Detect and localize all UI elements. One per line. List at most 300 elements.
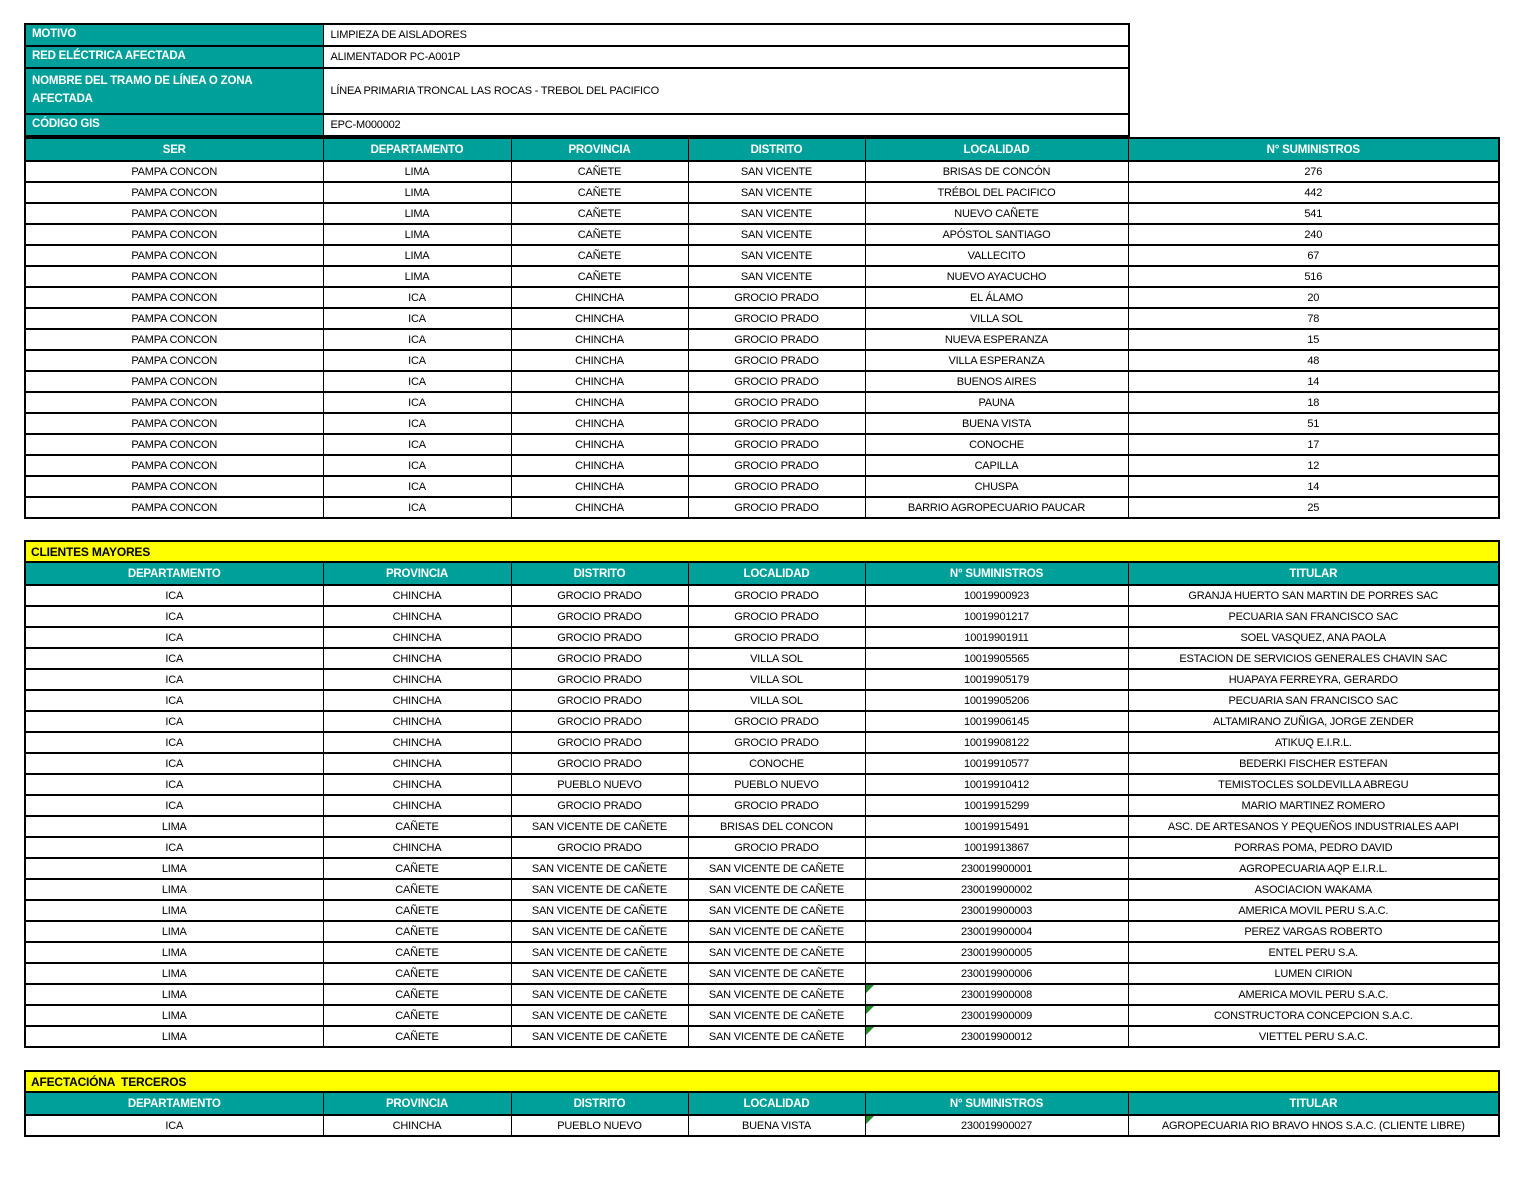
cell-provincia[interactable] [511, 476, 688, 497]
cell-localidad[interactable] [865, 161, 1128, 182]
cell-ser[interactable] [25, 182, 323, 203]
cell-distrito[interactable] [688, 413, 865, 434]
cell-text: SAN VICENTE DE CAÑETE [531, 988, 668, 1001]
cell-provincia[interactable] [511, 371, 688, 392]
cell-text: SAN VICENTE DE CAÑETE [531, 1009, 668, 1022]
cell-provincia[interactable] [511, 413, 688, 434]
column-header[interactable]: PROVINCIA [323, 1092, 511, 1115]
cell-departamento[interactable] [25, 984, 323, 1005]
cell-distrito[interactable] [688, 476, 865, 497]
cell-ser[interactable] [25, 392, 323, 413]
column-header[interactable]: PROVINCIA [511, 138, 688, 161]
cell-suministros[interactable] [1128, 308, 1499, 329]
cell-distrito[interactable] [511, 942, 688, 963]
cell-provincia[interactable] [323, 879, 511, 900]
column-header[interactable]: DISTRITO [511, 1092, 688, 1115]
cell-distrito[interactable] [511, 648, 688, 669]
cell-distrito[interactable] [511, 858, 688, 879]
cell-departamento[interactable] [323, 413, 511, 434]
cell-suministros[interactable] [865, 816, 1128, 837]
cell-localidad[interactable] [865, 329, 1128, 350]
cell-text: PECUARIA SAN FRANCISCO SAC [1228, 610, 1399, 623]
cell-distrito[interactable] [688, 434, 865, 455]
cell-titular[interactable] [1128, 837, 1499, 858]
cell-ser[interactable] [25, 497, 323, 518]
cell-departamento[interactable] [323, 287, 511, 308]
cell-ser[interactable] [25, 434, 323, 455]
cell-departamento[interactable] [25, 1026, 323, 1047]
cell-departamento[interactable] [323, 224, 511, 245]
cell-departamento[interactable] [323, 455, 511, 476]
cell-text: PUEBLO NUEVO [557, 1119, 642, 1132]
cell-distrito[interactable] [511, 627, 688, 648]
cell-suministros[interactable] [865, 795, 1128, 816]
cell-ser[interactable] [25, 224, 323, 245]
cell-localidad[interactable] [865, 455, 1128, 476]
cell-localidad[interactable] [688, 984, 865, 1005]
cell-distrito[interactable] [688, 182, 865, 203]
column-header[interactable]: TITULAR [1128, 1092, 1499, 1115]
cell-distrito[interactable] [511, 921, 688, 942]
cell-departamento[interactable] [25, 627, 323, 648]
cell-departamento[interactable] [323, 434, 511, 455]
cell-titular[interactable] [1128, 753, 1499, 774]
cell-ser[interactable] [25, 308, 323, 329]
cell-distrito[interactable] [688, 203, 865, 224]
cell-suministros[interactable] [1128, 203, 1499, 224]
cell-localidad[interactable] [688, 753, 865, 774]
cell-provincia[interactable] [323, 1115, 511, 1136]
cell-titular[interactable] [1128, 942, 1499, 963]
cell-titular[interactable] [1128, 879, 1499, 900]
cell-provincia[interactable] [511, 266, 688, 287]
cell-distrito[interactable] [688, 308, 865, 329]
cell-departamento[interactable] [25, 858, 323, 879]
cell-ser[interactable] [25, 350, 323, 371]
info-value-tramo-linea[interactable] [323, 68, 1129, 114]
cell-text: SAN VICENTE DE CAÑETE [708, 862, 845, 875]
cell-provincia[interactable] [323, 711, 511, 732]
cell-titular[interactable] [1128, 732, 1499, 753]
cell-provincia[interactable] [323, 816, 511, 837]
cell-distrito[interactable] [688, 455, 865, 476]
info-value-motivo[interactable] [323, 24, 1129, 46]
cell-departamento[interactable] [323, 308, 511, 329]
cell-suministros[interactable] [1128, 245, 1499, 266]
cell-distrito[interactable] [511, 732, 688, 753]
table-row [25, 245, 1499, 266]
cell-departamento[interactable] [25, 606, 323, 627]
cell-text: GROCIO PRADO [734, 459, 819, 472]
cell-departamento[interactable] [323, 476, 511, 497]
cell-suministros[interactable] [1128, 392, 1499, 413]
cell-titular[interactable] [1128, 984, 1499, 1005]
column-header[interactable]: DEPARTAMENTO [25, 562, 323, 585]
cell-provincia[interactable] [511, 434, 688, 455]
cell-provincia[interactable] [323, 627, 511, 648]
column-header[interactable]: LOCALIDAD [865, 138, 1128, 161]
cell-localidad[interactable] [688, 1115, 865, 1136]
cell-localidad[interactable] [688, 795, 865, 816]
cell-localidad[interactable] [865, 245, 1128, 266]
cell-departamento[interactable] [25, 816, 323, 837]
cell-text: CHINCHA [392, 673, 442, 686]
cell-localidad[interactable] [688, 774, 865, 795]
cell-departamento[interactable] [25, 753, 323, 774]
cell-departamento[interactable] [25, 732, 323, 753]
cell-distrito[interactable] [511, 774, 688, 795]
cell-titular[interactable] [1128, 627, 1499, 648]
info-label-codigo-gis[interactable] [25, 114, 323, 136]
column-header[interactable]: DEPARTAMENTO [25, 1092, 323, 1115]
table-row [25, 371, 1499, 392]
cell-text: SAN VICENTE DE CAÑETE [708, 904, 845, 917]
cell-provincia[interactable] [511, 308, 688, 329]
cell-text: 230019900009 [960, 1009, 1032, 1022]
cell-suministros[interactable] [1128, 329, 1499, 350]
cell-text: ICA [165, 652, 184, 665]
cell-distrito[interactable] [688, 329, 865, 350]
column-header[interactable]: N° SUMINISTROS [865, 1092, 1128, 1115]
cell-ser[interactable] [25, 203, 323, 224]
column-header[interactable]: PROVINCIA [323, 562, 511, 585]
cell-localidad[interactable] [688, 1026, 865, 1047]
cell-localidad[interactable] [865, 224, 1128, 245]
cell-suministros[interactable] [865, 690, 1128, 711]
cell-suministros[interactable] [865, 627, 1128, 648]
cell-localidad[interactable] [865, 413, 1128, 434]
cell-suministros[interactable] [865, 921, 1128, 942]
cell-localidad[interactable] [688, 858, 865, 879]
cell-ser[interactable] [25, 413, 323, 434]
cell-departamento[interactable] [323, 329, 511, 350]
cell-suministros[interactable] [865, 879, 1128, 900]
cell-distrito[interactable] [511, 606, 688, 627]
info-label-red-electrica[interactable] [25, 46, 323, 68]
cell-suministros[interactable] [865, 648, 1128, 669]
cell-distrito[interactable] [688, 371, 865, 392]
cell-distrito[interactable] [688, 245, 865, 266]
cell-localidad[interactable] [688, 900, 865, 921]
info-value-codigo-gis[interactable] [323, 114, 1129, 136]
cell-distrito[interactable] [511, 711, 688, 732]
cell-localidad[interactable] [688, 585, 865, 606]
column-header[interactable]: N° SUMINISTROS [1128, 138, 1499, 161]
cell-provincia[interactable] [511, 497, 688, 518]
cell-titular[interactable] [1128, 711, 1499, 732]
cell-distrito[interactable] [511, 585, 688, 606]
cell-distrito[interactable] [511, 984, 688, 1005]
column-header[interactable]: TITULAR [1128, 562, 1499, 585]
cell-departamento[interactable] [25, 963, 323, 984]
cell-text: 10019906145 [963, 715, 1030, 728]
cell-localidad[interactable] [865, 392, 1128, 413]
cell-distrito[interactable] [688, 350, 865, 371]
cell-provincia[interactable] [323, 690, 511, 711]
cell-provincia[interactable] [323, 1026, 511, 1047]
cell-localidad[interactable] [688, 816, 865, 837]
cell-titular[interactable] [1128, 1115, 1499, 1136]
cell-ser[interactable] [25, 287, 323, 308]
info-label-tramo-linea[interactable] [25, 68, 323, 114]
column-header[interactable]: LOCALIDAD [688, 562, 865, 585]
cell-suministros[interactable] [865, 963, 1128, 984]
cell-suministros[interactable] [1128, 287, 1499, 308]
cell-localidad[interactable] [865, 476, 1128, 497]
cell-provincia[interactable] [323, 984, 511, 1005]
cell-localidad[interactable] [688, 711, 865, 732]
cell-localidad[interactable] [688, 963, 865, 984]
cell-distrito[interactable] [688, 287, 865, 308]
cell-suministros[interactable] [865, 732, 1128, 753]
cell-departamento[interactable] [323, 371, 511, 392]
cell-departamento[interactable] [25, 879, 323, 900]
cell-titular[interactable] [1128, 816, 1499, 837]
cell-suministros[interactable] [1128, 476, 1499, 497]
cell-suministros[interactable] [865, 606, 1128, 627]
cell-localidad[interactable] [865, 350, 1128, 371]
cell-departamento[interactable] [25, 837, 323, 858]
info-label-motivo[interactable] [25, 24, 323, 46]
cell-localidad[interactable] [688, 921, 865, 942]
clientes-mayores-band-row [25, 541, 1499, 562]
cell-titular[interactable] [1128, 1005, 1499, 1026]
cell-provincia[interactable] [511, 329, 688, 350]
cell-provincia[interactable] [323, 606, 511, 627]
cell-localidad[interactable] [688, 942, 865, 963]
cell-ser[interactable] [25, 455, 323, 476]
cell-localidad[interactable] [865, 308, 1128, 329]
table-row [25, 732, 1499, 753]
cell-distrito[interactable] [688, 392, 865, 413]
cell-localidad[interactable] [688, 1005, 865, 1026]
table-row [25, 711, 1499, 732]
cell-provincia[interactable] [323, 774, 511, 795]
cell-departamento[interactable] [25, 585, 323, 606]
table-row [25, 858, 1499, 879]
cell-provincia[interactable] [511, 203, 688, 224]
cell-distrito[interactable] [688, 497, 865, 518]
cell-suministros[interactable] [865, 1115, 1128, 1136]
cell-text: SAN VICENTE DE CAÑETE [531, 967, 668, 980]
column-header[interactable]: DEPARTAMENTO [323, 138, 511, 161]
cell-ser[interactable] [25, 266, 323, 287]
cell-provincia[interactable] [323, 942, 511, 963]
cell-titular[interactable] [1128, 690, 1499, 711]
cell-distrito[interactable] [511, 795, 688, 816]
cell-provincia[interactable] [323, 585, 511, 606]
cell-titular[interactable] [1128, 1026, 1499, 1047]
section-title-afectacion-terceros[interactable]: AFECTACIÓNA TERCEROS [25, 1071, 1499, 1092]
cell-departamento[interactable] [25, 1005, 323, 1026]
cell-localidad[interactable] [688, 627, 865, 648]
cell-titular[interactable] [1128, 585, 1499, 606]
cell-provincia[interactable] [511, 161, 688, 182]
cell-departamento[interactable] [323, 392, 511, 413]
cell-departamento[interactable] [323, 245, 511, 266]
cell-titular[interactable] [1128, 858, 1499, 879]
cell-suministros[interactable] [865, 984, 1128, 1005]
cell-provincia[interactable] [323, 753, 511, 774]
cell-text: SAN VICENTE [740, 228, 813, 241]
info-value-red-electrica[interactable] [323, 46, 1129, 68]
cell-departamento[interactable] [25, 711, 323, 732]
cell-distrito[interactable] [511, 690, 688, 711]
cell-provincia[interactable] [323, 900, 511, 921]
cell-suministros[interactable] [1128, 413, 1499, 434]
cell-distrito[interactable] [511, 900, 688, 921]
cell-localidad[interactable] [688, 732, 865, 753]
cell-suministros[interactable] [865, 1005, 1128, 1026]
cell-localidad[interactable] [865, 182, 1128, 203]
cell-text: ICA [165, 778, 184, 791]
cell-text: ASC. DE ARTESANOS Y PEQUEÑOS INDUSTRIALES AAPI [1167, 820, 1459, 833]
cell-text: GROCIO PRADO [734, 312, 819, 325]
cell-text: AMERICA MOVIL PERU S.A.C. [1238, 904, 1389, 917]
cell-departamento[interactable] [323, 182, 511, 203]
cell-suministros[interactable] [865, 942, 1128, 963]
cell-departamento[interactable] [25, 648, 323, 669]
cell-titular[interactable] [1128, 648, 1499, 669]
cell-departamento[interactable] [323, 266, 511, 287]
cell-provincia[interactable] [323, 669, 511, 690]
cell-text: VILLA ESPERANZA [948, 354, 1045, 367]
cell-suministros[interactable] [1128, 224, 1499, 245]
cell-suministros[interactable] [1128, 182, 1499, 203]
cell-ser[interactable] [25, 161, 323, 182]
column-header[interactable]: DISTRITO [511, 562, 688, 585]
cell-distrito[interactable] [688, 161, 865, 182]
cell-departamento[interactable] [323, 497, 511, 518]
cell-text: LIMA [161, 967, 187, 980]
column-header[interactable]: DISTRITO [688, 138, 865, 161]
cell-distrito[interactable] [511, 963, 688, 984]
cell-provincia[interactable] [511, 182, 688, 203]
cell-distrito[interactable] [511, 753, 688, 774]
cell-distrito[interactable] [511, 879, 688, 900]
section-title-clientes-mayores[interactable]: CLIENTES MAYORES [25, 541, 1499, 562]
cell-localidad[interactable] [688, 606, 865, 627]
cell-suministros[interactable] [865, 669, 1128, 690]
cell-departamento[interactable] [323, 161, 511, 182]
cell-titular[interactable] [1128, 963, 1499, 984]
cell-ser[interactable] [25, 476, 323, 497]
cell-localidad[interactable] [688, 669, 865, 690]
cell-text: PAMPA CONCON [131, 438, 218, 451]
cell-ser[interactable] [25, 245, 323, 266]
cell-departamento[interactable] [25, 921, 323, 942]
cell-provincia[interactable] [323, 648, 511, 669]
cell-suministros[interactable] [1128, 161, 1499, 182]
cell-provincia[interactable] [511, 392, 688, 413]
cell-localidad[interactable] [865, 434, 1128, 455]
cell-localidad[interactable] [865, 287, 1128, 308]
cell-distrito[interactable] [511, 669, 688, 690]
cell-distrito[interactable] [511, 1005, 688, 1026]
cell-localidad[interactable] [865, 266, 1128, 287]
cell-localidad[interactable] [865, 497, 1128, 518]
cell-text: CAÑETE [395, 904, 439, 917]
cell-suministros[interactable] [1128, 266, 1499, 287]
cell-provincia[interactable] [323, 795, 511, 816]
cell-distrito[interactable] [688, 266, 865, 287]
cell-ser[interactable] [25, 371, 323, 392]
cell-departamento[interactable] [25, 774, 323, 795]
cell-suministros[interactable] [1128, 371, 1499, 392]
cell-departamento[interactable] [25, 1115, 323, 1136]
cell-titular[interactable] [1128, 606, 1499, 627]
cell-departamento[interactable] [25, 942, 323, 963]
cell-text: ICA [165, 799, 184, 812]
cell-departamento[interactable] [323, 203, 511, 224]
cell-localidad[interactable] [688, 879, 865, 900]
cell-provincia[interactable] [323, 837, 511, 858]
cell-provincia[interactable] [323, 858, 511, 879]
column-header[interactable]: LOCALIDAD [688, 1092, 865, 1115]
cell-distrito[interactable] [688, 224, 865, 245]
cell-provincia[interactable] [511, 245, 688, 266]
cell-suministros[interactable] [865, 858, 1128, 879]
cell-departamento[interactable] [25, 900, 323, 921]
cell-provincia[interactable] [323, 963, 511, 984]
cell-suministros[interactable] [1128, 455, 1499, 476]
cell-titular[interactable] [1128, 795, 1499, 816]
cell-suministros[interactable] [1128, 497, 1499, 518]
cell-departamento[interactable] [25, 669, 323, 690]
cell-distrito[interactable] [511, 1115, 688, 1136]
cell-localidad[interactable] [688, 690, 865, 711]
cell-provincia[interactable] [323, 732, 511, 753]
column-header[interactable]: SER [25, 138, 323, 161]
cell-departamento[interactable] [25, 690, 323, 711]
cell-titular[interactable] [1128, 921, 1499, 942]
cell-text: GROCIO PRADO [557, 841, 642, 854]
cell-suministros[interactable] [865, 711, 1128, 732]
cell-suministros[interactable] [1128, 350, 1499, 371]
cell-localidad[interactable] [865, 203, 1128, 224]
cell-suministros[interactable] [865, 837, 1128, 858]
cell-suministros[interactable] [865, 774, 1128, 795]
cell-provincia[interactable] [511, 350, 688, 371]
cell-suministros[interactable] [1128, 434, 1499, 455]
cell-suministros[interactable] [865, 1026, 1128, 1047]
cell-titular[interactable] [1128, 900, 1499, 921]
cell-ser[interactable] [25, 329, 323, 350]
cell-distrito[interactable] [511, 1026, 688, 1047]
cell-provincia[interactable] [323, 921, 511, 942]
cell-provincia[interactable] [511, 455, 688, 476]
cell-departamento[interactable] [323, 350, 511, 371]
cell-localidad[interactable] [865, 371, 1128, 392]
cell-provincia[interactable] [323, 1005, 511, 1026]
column-header[interactable]: N° SUMINISTROS [865, 562, 1128, 585]
cell-provincia[interactable] [511, 224, 688, 245]
cell-text: GROCIO PRADO [734, 715, 819, 728]
cell-departamento[interactable] [25, 795, 323, 816]
cell-distrito[interactable] [511, 816, 688, 837]
cell-suministros[interactable] [865, 585, 1128, 606]
cell-distrito[interactable] [511, 837, 688, 858]
cell-suministros[interactable] [865, 753, 1128, 774]
cell-provincia[interactable] [511, 287, 688, 308]
cell-text: CAÑETE [395, 1030, 439, 1043]
cell-text: ICA [165, 610, 184, 623]
cell-suministros[interactable] [865, 900, 1128, 921]
cell-localidad[interactable] [688, 648, 865, 669]
cell-titular[interactable] [1128, 774, 1499, 795]
cell-localidad[interactable] [688, 837, 865, 858]
cell-titular[interactable] [1128, 669, 1499, 690]
